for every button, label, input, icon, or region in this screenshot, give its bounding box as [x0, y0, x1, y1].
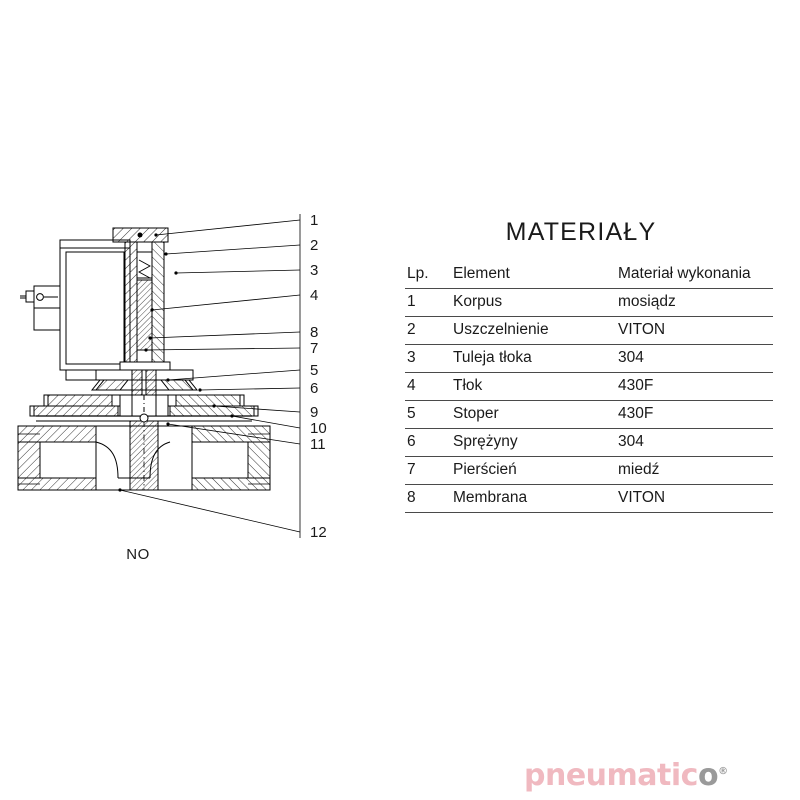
table-header-row — [405, 261, 773, 289]
callout-11: 11 — [310, 436, 326, 453]
cell-material: VITON — [616, 485, 773, 513]
col-header-material: Materiał wykonania — [616, 261, 773, 289]
callout-12: 12 — [310, 524, 327, 541]
brand-watermark — [524, 758, 728, 793]
cell-material: miedź — [616, 457, 773, 485]
valve-cross-section-drawing — [0, 190, 390, 590]
table-row — [405, 373, 773, 401]
table-row — [405, 317, 773, 345]
cell-element: Uszczelnienie — [451, 317, 616, 345]
cell-lp: 5 — [405, 401, 451, 429]
cell-material: 430F — [616, 401, 773, 429]
cell-element: Membrana — [451, 485, 616, 513]
col-header-element: Element — [451, 261, 616, 289]
cell-element: Tłok — [451, 373, 616, 401]
cell-material: mosiądz — [616, 289, 773, 317]
cell-element: Stoper — [451, 401, 616, 429]
table-row — [405, 401, 773, 429]
cell-lp: 3 — [405, 345, 451, 373]
callout-6: 6 — [310, 380, 319, 397]
cell-material: 304 — [616, 429, 773, 457]
callout-4: 4 — [310, 287, 319, 304]
cell-material: 304 — [616, 345, 773, 373]
callout-9: 9 — [310, 404, 319, 421]
cell-material: 430F — [616, 373, 773, 401]
registered-mark: ® — [718, 766, 729, 777]
callout-8: 8 — [310, 324, 319, 341]
cell-lp: 1 — [405, 289, 451, 317]
brand-text-part2: c — [680, 758, 698, 793]
cell-lp: 2 — [405, 317, 451, 345]
cell-material: VITON — [616, 317, 773, 345]
cell-element: Sprężyny — [451, 429, 616, 457]
table-row — [405, 485, 773, 513]
cell-lp: 6 — [405, 429, 451, 457]
table-row — [405, 457, 773, 485]
callout-10: 10 — [310, 420, 327, 437]
cell-lp: 8 — [405, 485, 451, 513]
cell-lp: 4 — [405, 373, 451, 401]
cell-element: Tuleja tłoka — [451, 345, 616, 373]
callout-5: 5 — [310, 362, 319, 379]
brand-text-part3: o — [697, 758, 719, 793]
table-row — [405, 345, 773, 373]
table-row — [405, 289, 773, 317]
brand-text-part1: pneumati — [524, 758, 681, 793]
materials-panel — [405, 218, 775, 513]
callout-2: 2 — [310, 237, 319, 254]
callout-3: 3 — [310, 262, 319, 279]
cell-lp: 7 — [405, 457, 451, 485]
cell-element: Pierścień — [451, 457, 616, 485]
valve-drawing-svg — [0, 190, 390, 590]
table-row — [405, 429, 773, 457]
callout-7: 7 — [310, 340, 319, 357]
drawing-caption: NO — [126, 546, 150, 563]
col-header-lp: Lp. — [405, 261, 451, 289]
cell-element: Korpus — [451, 289, 616, 317]
callout-1: 1 — [310, 212, 319, 229]
materials-table — [405, 261, 773, 513]
materials-title: MATERIAŁY — [505, 218, 657, 246]
